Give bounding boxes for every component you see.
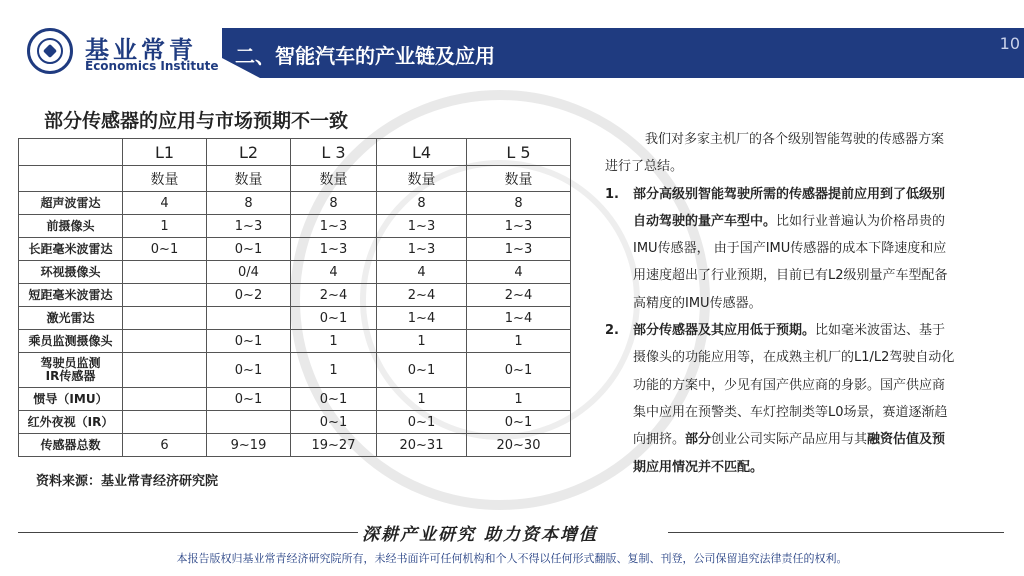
row-label: 超声波雷达 bbox=[19, 192, 123, 215]
table-cell: 4 bbox=[291, 261, 377, 284]
table-corner-cell bbox=[19, 166, 123, 192]
table-cell bbox=[123, 330, 207, 353]
table-corner-cell bbox=[19, 139, 123, 166]
page-title: 二、智能汽车的产业链及应用 bbox=[235, 44, 495, 68]
column-header: L4 bbox=[377, 139, 467, 166]
point-highlight: 融资估值及预期应用情况并不匹配。 bbox=[633, 432, 946, 475]
table-cell: 1~3 bbox=[467, 238, 571, 261]
table-cell: 0~1 bbox=[207, 353, 291, 388]
table-cell: 1~4 bbox=[377, 307, 467, 330]
table-cell: 1~3 bbox=[467, 215, 571, 238]
column-header: L 5 bbox=[467, 139, 571, 166]
summary-text bbox=[605, 126, 955, 481]
row-label-line: 驾驶员监测 bbox=[40, 356, 101, 370]
row-label: 惯导（IMU） bbox=[19, 388, 123, 411]
row-label: 环视摄像头 bbox=[19, 261, 123, 284]
table-row bbox=[19, 411, 571, 434]
copyright-notice: 本报告版权归基业常青经济研究院所有，未经书面许可任何机构和个人不得以任何形式翻版、复制、刊登，公司保留追究法律责任的权利。 bbox=[176, 552, 848, 565]
table-cell bbox=[123, 388, 207, 411]
table-cell: 1 bbox=[123, 215, 207, 238]
unit-cell: 数量 bbox=[467, 166, 571, 192]
row-label bbox=[19, 353, 123, 388]
point-text: 比如毫米波雷达、基于摄像头的功能应用等，在成熟主机厂的L1/L2驾驶自动化功能的方案中，少见有国产供应商的身影。国产供应商集中应用在预警类、车灯控制类等L0场景，赛道逐渐趋向拥挤。 bbox=[633, 323, 955, 448]
table-cell: 8 bbox=[377, 192, 467, 215]
table-cell: 1~3 bbox=[207, 215, 291, 238]
table-cell: 0/4 bbox=[207, 261, 291, 284]
table-cell: 2~4 bbox=[377, 284, 467, 307]
table-cell bbox=[123, 261, 207, 284]
point-number: 1. bbox=[605, 186, 619, 202]
footer-slogan: 深耕产业研究 助力资本增值 bbox=[358, 520, 602, 545]
table-cell: 1~3 bbox=[377, 238, 467, 261]
table-row bbox=[19, 353, 571, 388]
unit-cell: 数量 bbox=[291, 166, 377, 192]
table-cell: 1 bbox=[377, 330, 467, 353]
table-cell: 8 bbox=[467, 192, 571, 215]
table-cell: 8 bbox=[291, 192, 377, 215]
table-cell: 0~1 bbox=[291, 411, 377, 434]
table-row bbox=[19, 261, 571, 284]
table-cell: 20~31 bbox=[377, 434, 467, 457]
table-header-row bbox=[19, 139, 571, 166]
table-cell: 0~1 bbox=[467, 353, 571, 388]
table-cell: 1~4 bbox=[467, 307, 571, 330]
table-cell: 1~3 bbox=[291, 238, 377, 261]
footer-divider-right bbox=[668, 532, 1004, 533]
unit-cell: 数量 bbox=[207, 166, 291, 192]
table-cell: 0~1 bbox=[207, 388, 291, 411]
point-text: 比如行业普遍认为价格昂贵的IMU传感器， 由于国产IMU传感器的成本下降速度和应用速度超出了行业预期，目前已有L2级别量产车型配备高精度的IMU传感器。 bbox=[633, 213, 948, 311]
table-unit-row bbox=[19, 166, 571, 192]
table-cell: 0~1 bbox=[377, 353, 467, 388]
row-label: 短距毫米波雷达 bbox=[19, 284, 123, 307]
section-title: 部分传感器的应用与市场预期不一致 bbox=[44, 110, 349, 132]
table-cell: 19~27 bbox=[291, 434, 377, 457]
row-label: 红外夜视（IR） bbox=[19, 411, 123, 434]
footer-divider-left bbox=[18, 532, 358, 533]
table-cell: 2~4 bbox=[467, 284, 571, 307]
table-row bbox=[19, 215, 571, 238]
table-cell: 4 bbox=[377, 261, 467, 284]
table-cell: 0~1 bbox=[207, 238, 291, 261]
column-header: L2 bbox=[207, 139, 291, 166]
sensor-table bbox=[18, 138, 571, 457]
column-header: L 3 bbox=[291, 139, 377, 166]
table-cell: 20~30 bbox=[467, 434, 571, 457]
row-label: 激光雷达 bbox=[19, 307, 123, 330]
table-cell: 1~3 bbox=[377, 215, 467, 238]
table-cell: 0~1 bbox=[207, 330, 291, 353]
point-number: 2. bbox=[605, 323, 619, 339]
brand-name-cn: 基业常青 bbox=[85, 35, 197, 64]
summary-point-2 bbox=[605, 317, 955, 481]
point-highlight: 部分传感器及其应用低于预期。 bbox=[633, 323, 816, 339]
table-row bbox=[19, 330, 571, 353]
table-cell: 6 bbox=[123, 434, 207, 457]
table-cell: 1 bbox=[291, 330, 377, 353]
table-row bbox=[19, 192, 571, 215]
source-note: 资料来源：基业常青经济研究院 bbox=[36, 474, 219, 489]
point-highlight: 部分高级别智能驾驶所需的传感器提前应用到了低级别自动驾驶的量产车型中。 bbox=[633, 186, 946, 229]
table-cell: 1 bbox=[467, 388, 571, 411]
table-cell: 1~3 bbox=[291, 215, 377, 238]
summary-point-1 bbox=[605, 181, 955, 317]
table-cell: 0~1 bbox=[467, 411, 571, 434]
table-cell bbox=[123, 353, 207, 388]
table-cell bbox=[123, 284, 207, 307]
row-label: 传感器总数 bbox=[19, 434, 123, 457]
unit-cell: 数量 bbox=[377, 166, 467, 192]
table-row bbox=[19, 284, 571, 307]
page-number: 10 bbox=[999, 34, 1020, 53]
table-cell: 0~1 bbox=[291, 307, 377, 330]
summary-intro: 我们对多家主机厂的各个级别智能驾驶的传感器方案进行了总结。 bbox=[605, 132, 945, 175]
table-cell bbox=[207, 411, 291, 434]
row-label: 前摄像头 bbox=[19, 215, 123, 238]
logo-seal-icon bbox=[27, 28, 73, 74]
row-label: 长距毫米波雷达 bbox=[19, 238, 123, 261]
table-cell: 4 bbox=[123, 192, 207, 215]
table-cell: 0~1 bbox=[291, 388, 377, 411]
table-cell: 9~19 bbox=[207, 434, 291, 457]
row-label-line: IR传感器 bbox=[45, 369, 96, 383]
table-cell: 0~2 bbox=[207, 284, 291, 307]
row-label: 乘员监测摄像头 bbox=[19, 330, 123, 353]
table-cell bbox=[123, 411, 207, 434]
table-cell: 4 bbox=[467, 261, 571, 284]
table-cell: 1 bbox=[377, 388, 467, 411]
point-highlight: 部分 bbox=[685, 432, 712, 448]
table-row bbox=[19, 238, 571, 261]
table-cell: 0~1 bbox=[123, 238, 207, 261]
table-cell: 8 bbox=[207, 192, 291, 215]
table-cell bbox=[207, 307, 291, 330]
table-cell: 2~4 bbox=[291, 284, 377, 307]
table-row bbox=[19, 307, 571, 330]
point-text: 创业公司实际产品应用与其 bbox=[711, 432, 868, 448]
table-cell: 1 bbox=[467, 330, 571, 353]
table-row bbox=[19, 434, 571, 457]
table-cell: 1 bbox=[291, 353, 377, 388]
table-row bbox=[19, 388, 571, 411]
column-header: L1 bbox=[123, 139, 207, 166]
table-cell: 0~1 bbox=[377, 411, 467, 434]
brand-name-en: Economics Institute bbox=[85, 59, 219, 73]
table-cell bbox=[123, 307, 207, 330]
unit-cell: 数量 bbox=[123, 166, 207, 192]
